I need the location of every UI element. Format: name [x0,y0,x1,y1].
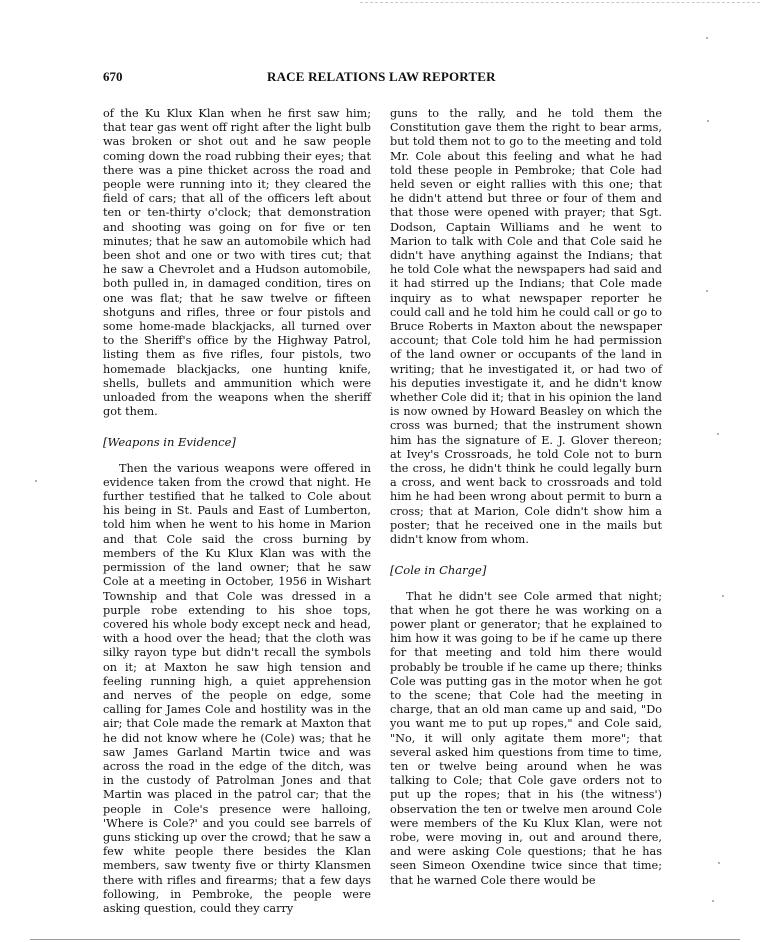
left-paragraph-1: of the Ku Klux Klan when he first saw him; that tear gas went off right after the light bulb was broken or shot out and he saw people coming down the road rubbing their eyes; that there was a pine thicket across the road and people were running into it; they cleared the field of cars; that all of the officers left about ten or ten-thirty o'clock; that demonstration and shooting was going on for five or ten minutes; that he saw an automobile which had been shot and one or two with tires cut; that he saw a Chevrolet and a Hudson automobile, both pulled in, in damaged condition, tires on one was flat; that he saw twelve or fifteen shotguns and rifles, three or four pistols and some home-made blackjacks, all turned over to the Sheriff's office by the Highway Patrol, listing them as five rifles, four pistols, two homemade blackjacks, one hunting knife, shells, bullets and ammunition which were unloaded from the weapons when the sheriff got them. [103,107,371,419]
scan-speck [35,480,37,482]
scan-speck [706,37,708,39]
scan-speck [712,900,714,902]
left-column [103,107,371,916]
bottom-edge-rule [30,939,740,940]
right-column [390,107,662,888]
section-heading-weapons-in-evidence: [Weapons in Evidence] [103,435,236,450]
page-header [103,69,715,87]
scan-speck [706,290,708,292]
right-paragraph-1: guns to the rally, and he told them the Constitution gave them the right to bear arms, but told them not to go to the meeting and told Mr. Cole about this feeling and what he had told these people in Pembroke; that Cole had held seven or eight rallies with this one; that he didn't attend but three or four of them and that those were opened with prayer; that Sgt. Dodson, Captain Williams and he went to Marion to talk with Cole and that Cole said he didn't have anything against the Indians; that he told Cole what the newspapers had said and it had stirred up the Indians; that Cole made inquiry as to what newspaper reporter he could call and he told him he could call or go to Bruce Roberts in Maxton about the newspaper account; that Cole told him he had permission of the land owner or occupants of the land in writing; that he investigated it, or had two of his deputies investigate it, and he didn't know whether Cole did it; that in his opinion the land is now owned by Howard Beasley on which the cross was burned; that the instrument shown him has the signature of E. J. Glover thereon; at Ivey's Crossroads, he told Cole not to burn the cross, he didn't think he could legally burn a cross, and went back to crossroads and told him he had been wrong about permit to burn a cross; that at Marion, Cole didn't show him a poster; that he received one in the mails but didn't know from whom. [390,107,662,547]
top-edge-rule [360,2,760,3]
right-paragraph-2: That he didn't see Cole armed that night; that when he got there he was working on a power plant or generator; that he explained to him how it was going to be if he came up there for that meeting and told him there would probably be trouble if he came up there; thinks Cole was putting gas in the motor when he got to the scene; that Cole had the meeting in charge, that an old man came up and said, "Do you want me to put up ropes," and Cole said, "No, it will only agitate them more"; that several asked him questions from time to time, ten or twelve being around when he was talking to Cole; that Cole gave orders not to put up the ropes; that in his (the witness') observation the ten or twelve men around Cole were members of the Ku Klux Klan, were not robe, were moving in, out and around there, and were asking Cole questions; that he has seen Simeon Oxendine twice since that time; that he warned Cole there would be [390,589,662,887]
scan-speck [707,120,709,122]
section-heading-cole-in-charge: [Cole in Charge] [390,563,487,578]
scan-speck [718,862,720,864]
left-paragraph-2: Then the various weapons were offered in evidence taken from the crowd that night. He further testified that he talked to Cole about his being in St. Pauls and East of Lumberton, told him when he went to his home in Marion and that Cole said the cross burning by members of the Ku Klux Klan was with the permission of the land owner; that he saw Cole at a meeting in October, 1956 in Wishart Township and that Cole was dressed in a purple robe extending to his shoe tops, covered his whole body except neck and head, with a hood over the head; that the cloth was silky rayon type but didn't recall the symbols on it; at Maxton he saw high tension and feeling running high, a quiet apprehension and nerves of the people on edge, some calling for James Cole and hostility was in the air; that Cole made the remark at Maxton that he did not know where he (Cole) was; that he saw James Garland Martin twice and was across the road in the edge of the ditch, was in the custody of Patrolman Jones and that Martin was placed in the patrol car; that the people in Cole's presence were halloing, 'Where is Cole?' and you could see barrels of guns sticking up over the crowd; that he saw a few white people there besides the Klan members, saw twenty five or thirty Klansmen there with rifles and firearms; that a few days following, in Pembroke, the people were asking question, could they carry [103,461,371,915]
journal-title: RACE RELATIONS LAW REPORTER [267,69,496,84]
scan-speck [717,433,719,435]
page-number: 670 [103,69,123,84]
scan-speck [722,595,724,597]
